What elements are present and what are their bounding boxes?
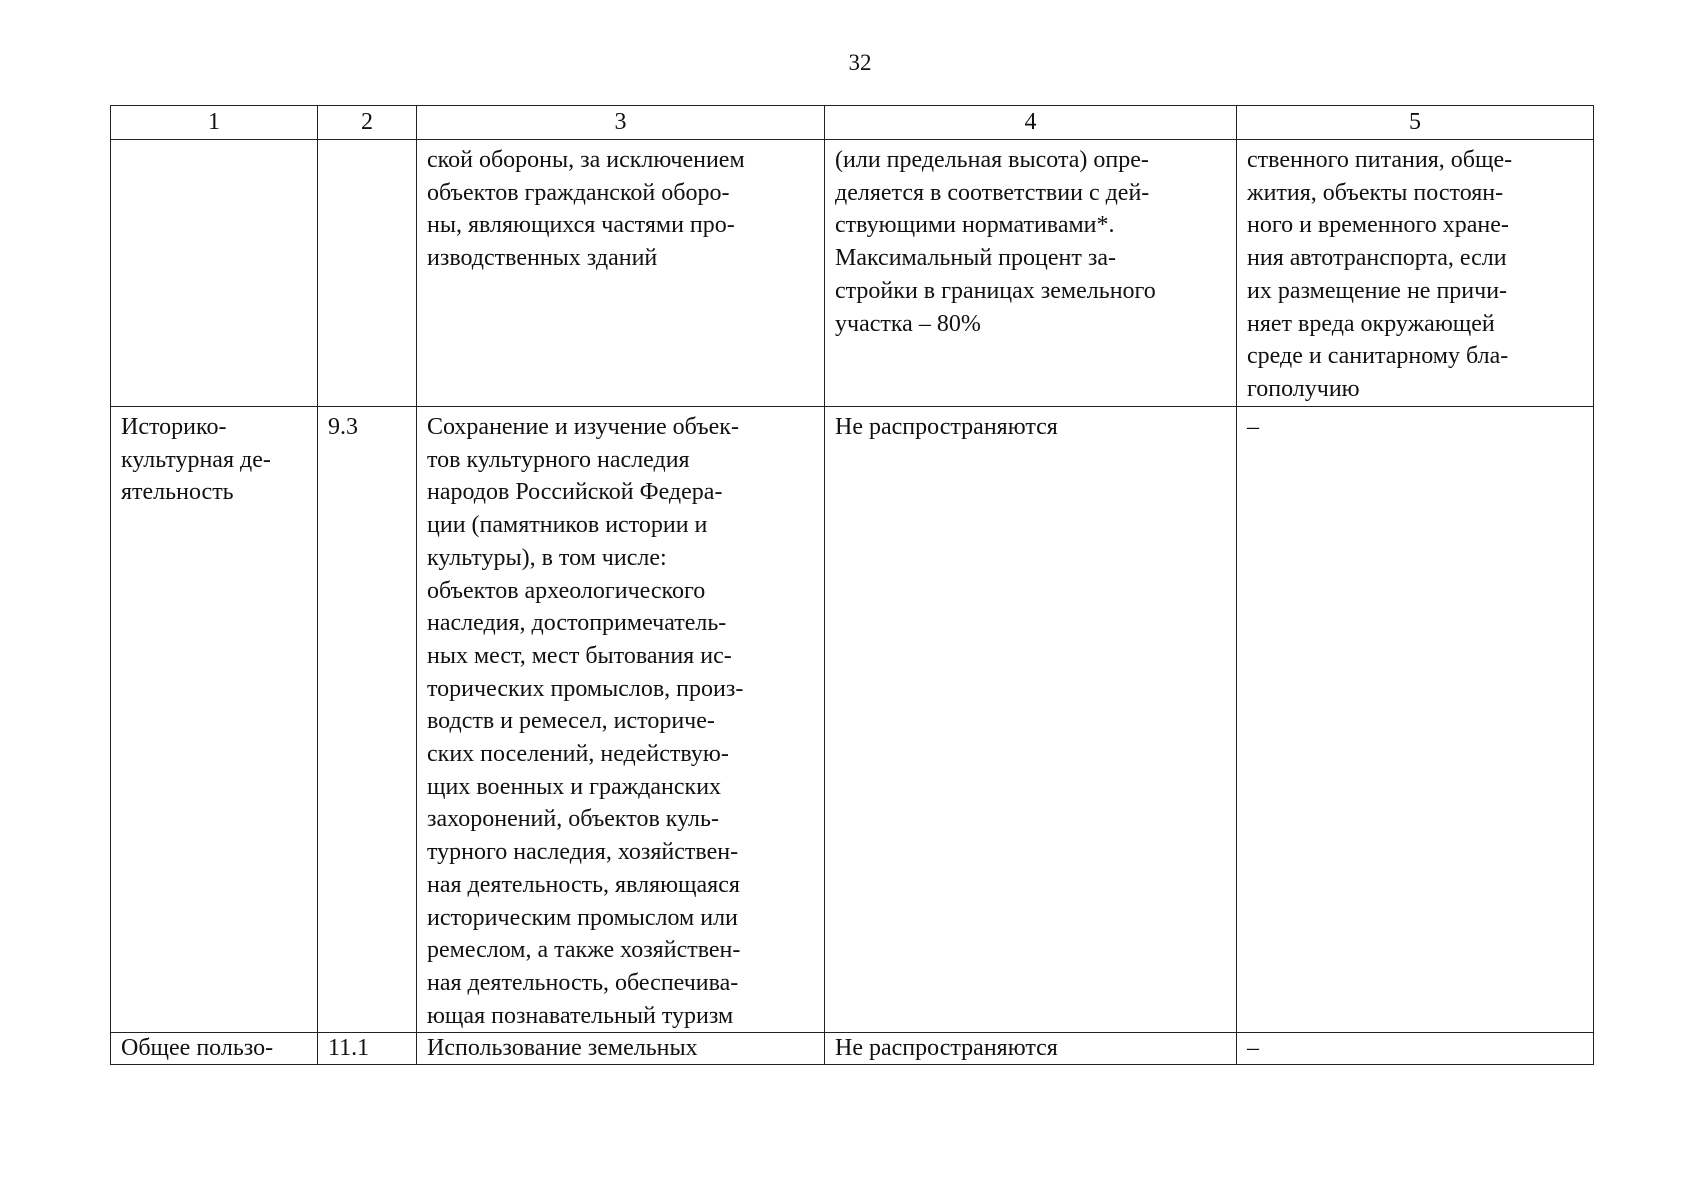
table-row xyxy=(111,407,1594,1033)
cell-parameters xyxy=(825,1033,1237,1065)
cell-text-line: ции (памятников истории и xyxy=(427,512,708,539)
land-use-table xyxy=(110,105,1594,1065)
cell-text-line: жития, объекты постоян- xyxy=(1247,179,1504,206)
cell-text-line: ная деятельность, обеспечива- xyxy=(427,969,739,996)
cell-text-line: изводственных зданий xyxy=(427,245,658,272)
cell-parameters xyxy=(825,407,1237,1033)
header-col-1: 1 xyxy=(111,106,318,140)
cell-parameters xyxy=(825,140,1237,407)
cell-text-line: ственного питания, обще- xyxy=(1247,147,1513,173)
page-number: 32 xyxy=(848,50,872,75)
cell-text-line: гополучию xyxy=(1247,375,1360,402)
cell-text-line: торических промыслов, произ- xyxy=(427,675,744,702)
cell-code xyxy=(318,1033,417,1065)
cell-text-line: ских поселений, недействую- xyxy=(427,741,729,768)
cell-text-line: ятельность xyxy=(121,479,234,506)
cell-text-line: турного наследия, хозяйствен- xyxy=(427,839,739,866)
cell-description xyxy=(417,407,825,1033)
cell-text-line: наследия, достопримечатель- xyxy=(427,610,727,637)
cell-text-line: 9.3 xyxy=(328,414,358,440)
cell-text-line: тов культурного наследия xyxy=(427,446,690,473)
cell-text-line: культуры), в том числе: xyxy=(427,544,667,571)
cell-text-line: Не распространяются xyxy=(835,414,1058,440)
cell-description xyxy=(417,140,825,407)
cell-text-line: Сохранение и изучение объек- xyxy=(427,414,739,440)
header-col-3: 3 xyxy=(417,106,825,140)
cell-text-line: ная деятельность, являющаяся xyxy=(427,871,740,898)
cell-text-line: Использование земельных xyxy=(427,1035,698,1062)
cell-text-line: их размещение не причи- xyxy=(1247,277,1508,304)
cell-text-line: Историко- xyxy=(121,414,227,440)
header-col-4: 4 xyxy=(825,106,1237,140)
cell-code xyxy=(318,140,417,407)
cell-text-line: народов Российской Федера- xyxy=(427,479,723,506)
cell-text-line: ния автотранспорта, если xyxy=(1247,245,1507,272)
cell-notes xyxy=(1237,140,1594,407)
cell-notes xyxy=(1237,407,1594,1033)
cell-text-line: – xyxy=(1247,414,1259,440)
cell-use-name xyxy=(111,140,318,407)
cell-text-line: среде и санитарному бла- xyxy=(1247,343,1509,370)
cell-text-line: Общее пользо- xyxy=(121,1035,274,1062)
cell-text-line: ющая познавательный туризм xyxy=(427,1002,734,1029)
table-row xyxy=(111,140,1594,407)
cell-text-line: ных мест, мест бытования ис- xyxy=(427,642,732,669)
cell-text-line: стройки в границах земельного xyxy=(835,277,1156,304)
cell-text-line: ремеслом, а также хозяйствен- xyxy=(427,937,741,964)
cell-text-line: ской обороны, за исключением xyxy=(427,147,745,173)
cell-text-line: 11.1 xyxy=(328,1035,370,1062)
table-row xyxy=(111,1033,1594,1065)
cell-text-line: Не распространяются xyxy=(835,1035,1058,1062)
cell-text-line: ны, являющихся частями про- xyxy=(427,212,735,239)
cell-text-line: щих военных и гражданских xyxy=(427,773,722,800)
header-col-2: 2 xyxy=(318,106,417,140)
cell-use-name xyxy=(111,407,318,1033)
cell-code xyxy=(318,407,417,1033)
cell-text-line: историческим промыслом или xyxy=(427,904,738,931)
cell-text-line: Максимальный процент за- xyxy=(835,245,1116,272)
cell-text-line: участка – 80% xyxy=(835,310,981,337)
cell-text-line: (или предельная высота) опре- xyxy=(835,147,1149,173)
cell-text-line: водств и ремесел, историче- xyxy=(427,708,715,735)
header-col-5: 5 xyxy=(1237,106,1594,140)
cell-text-line: – xyxy=(1247,1035,1259,1062)
cell-text-line: деляется в соответствии с дей- xyxy=(835,179,1150,206)
cell-text-line: ного и временного хране- xyxy=(1247,212,1509,239)
cell-text-line: захоронений, объектов куль- xyxy=(427,806,719,833)
cell-text-line: ствующими нормативами*. xyxy=(835,212,1115,239)
cell-text-line: объектов гражданской оборо- xyxy=(427,179,730,206)
cell-text-line: объектов археологического xyxy=(427,577,706,604)
cell-text-line: няет вреда окружающей xyxy=(1247,310,1495,337)
cell-text-line: культурная де- xyxy=(121,446,271,473)
header-row xyxy=(111,106,1594,140)
cell-use-name xyxy=(111,1033,318,1065)
cell-description xyxy=(417,1033,825,1065)
cell-notes xyxy=(1237,1033,1594,1065)
